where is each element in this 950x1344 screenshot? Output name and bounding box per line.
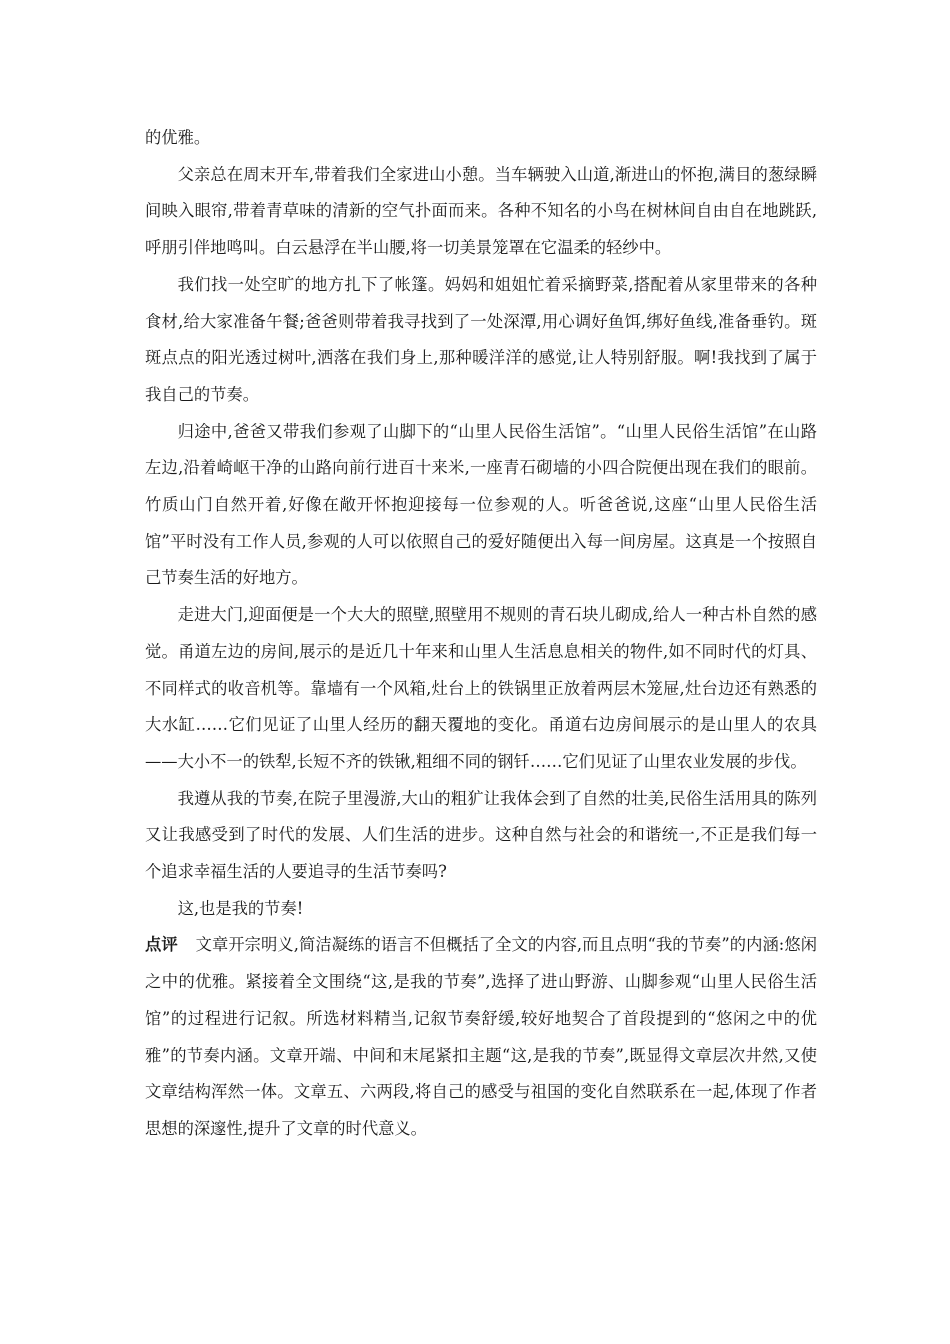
paragraph-3: 我们找一处空旷的地方扎下了帐篷。妈妈和姐姐忙着采摘野菜,搭配着从家里带来的各种食材,给大家准备午餐;爸爸则带着我寻找到了一处深潭,用心调好鱼饵,绑好鱼线,准备垂钓。斑斑点点的阳光透过树叶,洒落在我们身上,那种暖洋洋的感觉,让人特别舒服。啊!我找到了属于我自己的节奏。 [145, 274, 817, 404]
paragraph-7: 这,也是我的节奏! [177, 898, 304, 918]
comment-text: 文章开宗明义,简洁凝练的语言不但概括了全文的内容,而且点明“我的节奏”的内涵:悠闲之中的优雅。紧接着全文围绕“这,是我的节奏”,选择了进山野游、山脚参观“山里人民俗生活馆”的过程进行记叙。所选材料精当,记叙节奏舒缓,较好地契合了首段提到的“悠闲之中的优雅”的节奏内涵。文章开端、中间和末尾紧扣主题“这,是我的节奏”,既显得文章层次井然,又使文章结构浑然一体。文章五、六两段,将自己的感受与祖国的变化自然联系在一起,体现了作者思想的深邃性,提升了文章的时代意义。 [145, 935, 817, 1138]
paragraph-2: 父亲总在周末开车,带着我们全家进山小憩。当车辆驶入山道,渐进山的怀抱,满目的葱绿瞬间映入眼帘,带着青草味的清新的空气扑面而来。各种不知名的小鸟在树林间自由自在地跳跃,呼朋引伴地鸣叫。白云悬浮在半山腰,将一切美景笼罩在它温柔的轻纱中。 [145, 164, 817, 258]
paragraph-4: 归途中,爸爸又带我们参观了山脚下的“山里人民俗生活馆”。“山里人民俗生活馆”在山路左边,沿着崎岖干净的山路向前行进百十来米,一座青石砌墙的小四合院便出现在我们的眼前。竹质山门自然开着,好像在敞开怀抱迎接每一位参观的人。听爸爸说,这座“山里人民俗生活馆”平时没有工作人员,参观的人可以依照自己的爱好随便出入每一间房屋。这真是一个按照自己节奏生活的好地方。 [145, 421, 817, 588]
comment-block [145, 927, 817, 1147]
paragraph-5: 走进大门,迎面便是一个大大的照壁,照壁用不规则的青石块儿砌成,给人一种古朴自然的感觉。甬道左边的房间,展示的是近几十年来和山里人生活息息相关的物件,如不同时代的灯具、不同样式的收音机等。靠墙有一个风箱,灶台上的铁锅里正放着两层木笼屉,灶台边还有熟悉的大水缸……它们见证了山里人经历的翻天覆地的变化。甬道右边房间展示的是山里人的农具——大小不一的铁犁,长短不齐的铁锹,粗细不同的钢钎……它们见证了山里农业发展的步伐。 [145, 605, 817, 771]
paragraph-1: 的优雅。 [145, 128, 211, 147]
comment-label: 点评 [145, 935, 178, 955]
paragraph-6: 我遵从我的节奏,在院子里漫游,大山的粗犷让我体会到了自然的壮美,民俗生活用具的陈列又让我感受到了时代的发展、人们生活的进步。这种自然与社会的和谐统一,不正是我们每一个追求幸福生活的人要追寻的生活节奏吗? [145, 788, 817, 882]
article-body [145, 120, 817, 1148]
